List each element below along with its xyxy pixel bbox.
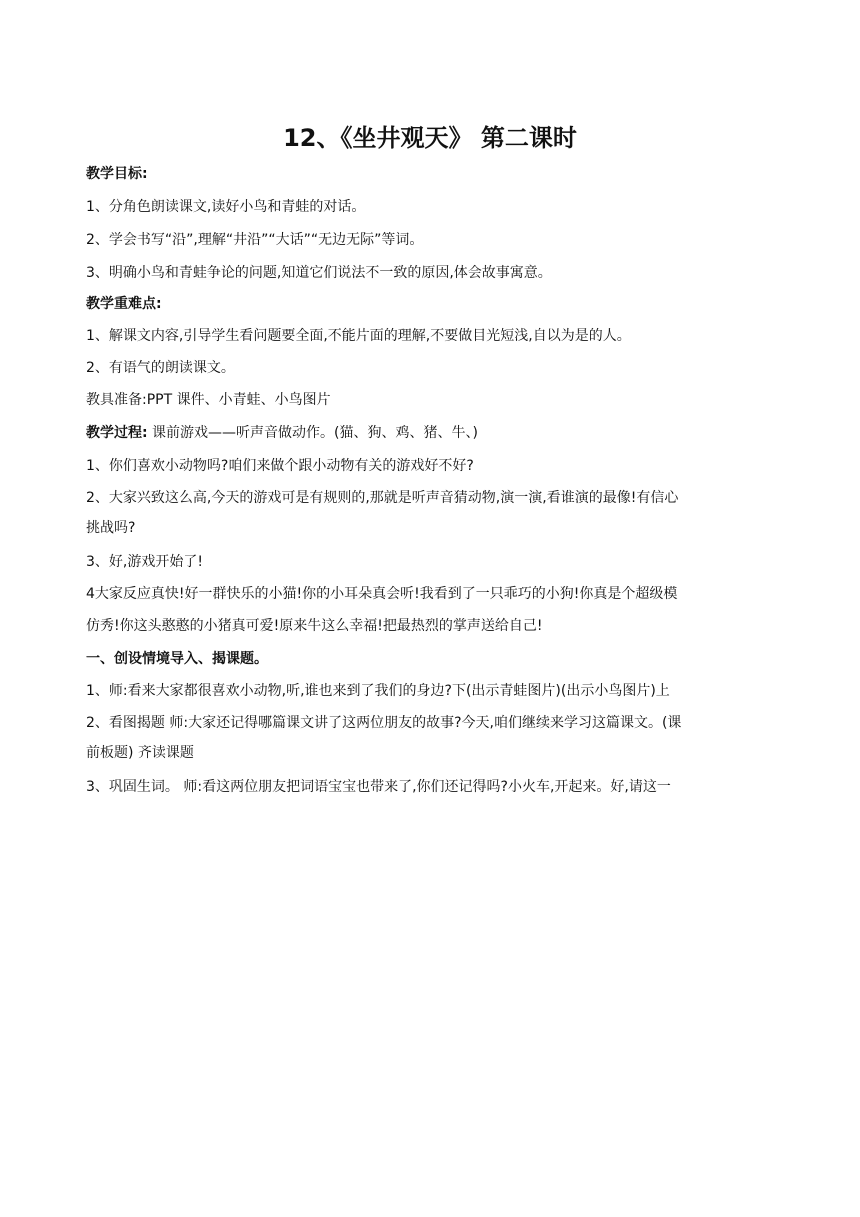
process-step-line: 3、好,游戏开始了! [86, 554, 203, 570]
process-step-line: 仿秀!你这头憨憨的小猪真可爱!原来牛这么幸福!把最热烈的掌声送给自己! [86, 618, 543, 634]
key-point-line: 2、有语气的朗读课文。 [86, 360, 235, 376]
section1-step-line: 1、师:看来大家都很喜欢小动物,听,谁也来到了我们的身边?下(出示青蛙图片)(出示小鸟图片)上 [86, 683, 670, 699]
objective-line: 2、学会书写“沿”,理解“井沿”“大话”“无边无际”等词。 [86, 232, 424, 248]
process-step-line: 2、大家兴致这么高,今天的游戏可是有规则的,那就是听声音猜动物,演一演,看谁演的最像!有信心 [86, 490, 679, 506]
process-step-line: 1、你们喜欢小动物吗?咱们来做个跟小动物有关的游戏好不好? [86, 458, 474, 474]
process-step-line: 4大家反应真快!好一群快乐的小猫!你的小耳朵真会听!我看到了一只乖巧的小狗!你真是个超级模 [86, 586, 678, 602]
document-title: 12、《坐井观天》 第二课时 [283, 124, 577, 152]
process-intro-text: 课前游戏——听声音做动作。(猫、狗、鸡、猪、牛、) [147, 425, 478, 441]
process-intro-line [86, 423, 806, 443]
key-points-heading: 教学重难点: [86, 296, 162, 312]
objective-line: 3、明确小鸟和青蛙争论的问题,知道它们说法不一致的原因,体会故事寓意。 [86, 265, 552, 281]
section1-heading: 一、创设情境导入、揭课题。 [86, 651, 268, 667]
section1-step-line: 前板题) 齐读课题 [86, 745, 194, 761]
materials-line: 教具准备:PPT 课件、小青蛙、小鸟图片 [86, 392, 331, 408]
process-step-line: 挑战吗? [86, 520, 136, 536]
objectives-heading: 教学目标: [86, 166, 148, 182]
objective-line: 1、分角色朗读课文,读好小鸟和青蛙的对话。 [86, 199, 366, 215]
process-label: 教学过程: [86, 425, 148, 441]
key-point-line: 1、解课文内容,引导学生看问题要全面,不能片面的理解,不要做目光短浅,自以为是的人。 [86, 328, 631, 344]
section1-step-line: 3、巩固生词。 师:看这两位朋友把词语宝宝也带来了,你们还记得吗?小火车,开起来。好,请这一 [86, 779, 671, 795]
section1-step-line: 2、看图揭题 师:大家还记得哪篇课文讲了这两位朋友的故事?今天,咱们继续来学习这篇课文。(课 [86, 715, 682, 731]
